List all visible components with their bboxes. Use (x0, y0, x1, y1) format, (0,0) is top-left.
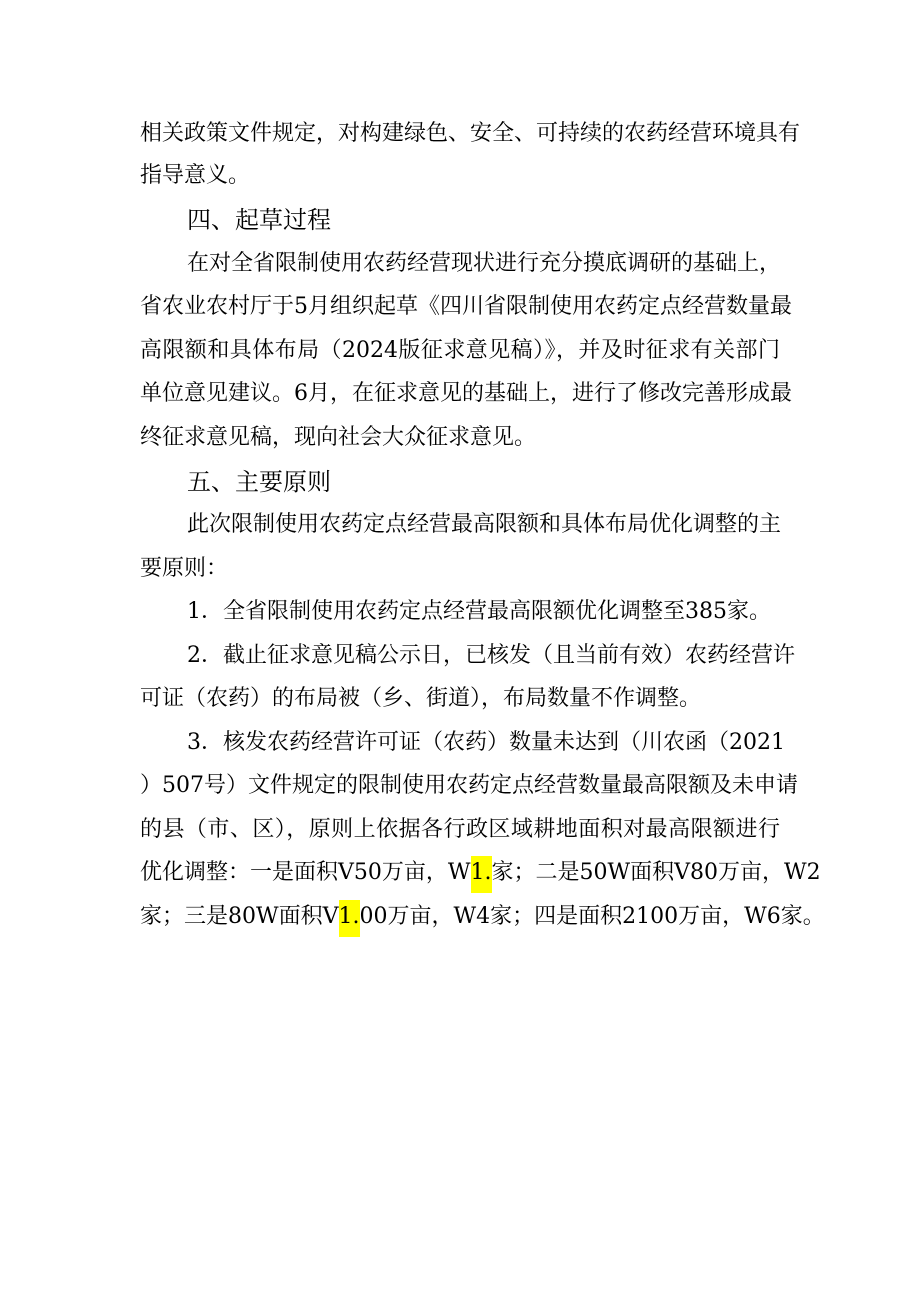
intro-line-2: 指导意义。 (140, 163, 251, 188)
section-5-intro-line-1: 此次限制使用农药定点经营最高限额和具体布局优化调整的主 (187, 512, 782, 537)
highlighted-text: 1. (339, 900, 360, 937)
principle-item-2-line-1: 2．截止征求意见稿公示日，已核发（且当前有效）农药经营许 (187, 643, 795, 668)
principle-item-3-line-2: ）507号）文件规定的限制使用农药定点经营数量最高限额及未申请 (140, 773, 798, 798)
line-4-text-before: 优化调整：一是面积V50万亩，W (140, 860, 471, 885)
principle-item-3-line-3: 的县（市、区），原则上依据各行政区域耕地面积对最高限额进行 (140, 817, 780, 842)
section-4-line-2: 省农业农村厅于5月组织起草《四川省限制使用农药定点经营数量最 (140, 294, 792, 319)
line-5-text-after: 00万亩，W4家；四是面积2100万亩，W6家。 (359, 904, 825, 929)
principle-item-3-line-1: 3．核发农药经营许可证（农药）数量未达到（川农函（2021 (187, 730, 785, 755)
principle-item-1: 1．全省限制使用农药定点经营最高限额优化调整至385家。 (187, 599, 771, 624)
section-4-line-4: 单位意见建议。6月，在征求意见的基础上，进行了修改完善形成最 (140, 381, 792, 406)
principle-item-2-line-2: 可证（农药）的布局被（乡、街道），布局数量不作调整。 (140, 686, 702, 711)
highlighted-text: 1. (471, 856, 492, 893)
section-4-line-3: 高限额和具体布局（2024版征求意见稿）》，并及时征求有关部门 (140, 338, 780, 363)
line-5-text-before: 家；三是80W面积V (140, 904, 339, 929)
section-5-heading: 五、主要原则 (187, 468, 331, 496)
section-4-heading: 四、起草过程 (187, 206, 331, 234)
section-4-line-1: 在对全省限制使用农药经营现状进行充分摸底调研的基础上， (187, 251, 782, 276)
intro-line-1: 相关政策文件规定，对构建绿色、安全、可持续的农药经营环境具有 (140, 121, 801, 146)
line-4-text-after: 家；二是50W面积V80万亩，W2 (491, 860, 821, 885)
section-5-intro-line-2: 要原则： (140, 556, 229, 581)
section-4-line-5: 终征求意见稿，现向社会大众征求意见。 (140, 425, 537, 450)
principle-item-3-line-4 (140, 858, 821, 888)
principle-item-3-line-5 (140, 902, 825, 932)
